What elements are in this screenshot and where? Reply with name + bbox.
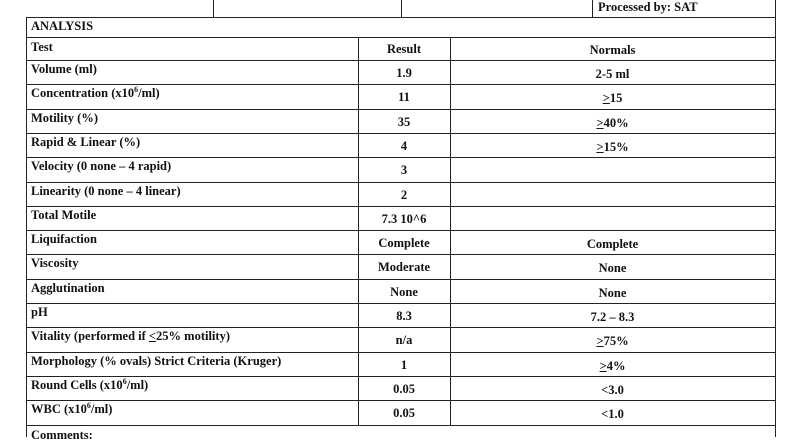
header-divider [401,0,402,17]
test-superscript: 6 [122,376,127,386]
normal-value: None [598,285,627,300]
row-divider [26,400,775,401]
row-test-label [31,208,96,222]
row-result: 3 [400,163,408,178]
row-divider [26,230,775,231]
row-divider [26,425,775,426]
row-result: None [390,284,418,299]
row-test-label [31,354,281,368]
test-text: Agglutination [31,280,105,295]
row-result: 11 [398,90,410,105]
row-test-label [31,329,230,343]
row-result: 4 [400,138,408,153]
normal-value: 75% [603,334,629,349]
row-normal [450,286,775,300]
row-divider [26,157,775,158]
column-header-test: Test [31,40,53,54]
normal-value: 2-5 ml [595,67,630,81]
test-text: Linearity (0 none – 4 linear) [31,183,181,198]
row-result: 2 [400,187,408,202]
row-test-label [31,135,140,149]
test-text: Morphology (% ovals) Strict Criteria (Kruger) [31,353,282,368]
row-divider [26,303,775,304]
column-header-normals: Normals [589,43,636,57]
row-normal [450,383,775,397]
row-result: 7.3 10^6 [381,211,427,226]
header-divider [213,0,214,17]
row-test-label [31,256,78,270]
header-divider [592,0,593,17]
test-text: Concentration (x10 [31,86,135,101]
row-result: n/a [395,333,413,348]
normal-underlined-symbol: > [596,334,604,349]
row-result: Complete [378,236,430,251]
row-normal [450,140,775,154]
test-text-suffix: /ml) [90,402,113,417]
row-divider [26,376,775,377]
section-title: ANALYSIS [31,19,94,33]
column-header-result: Result [386,42,422,56]
test-underlined-symbol: < [148,329,157,344]
row-normal [450,67,775,81]
row-test-label [31,305,48,319]
test-text: Vitality (performed if [31,329,149,344]
row-divider [26,327,775,328]
row-test-label [31,378,148,392]
test-text-suffix: 25% motility) [156,329,230,344]
row-test-label [31,232,97,246]
normal-value: 15% [603,139,629,154]
row-divider [26,84,775,85]
row-divider [26,206,775,207]
row-result: 1.9 [396,66,412,80]
row-result: 0.05 [393,381,415,396]
normal-underlined-symbol: > [596,115,604,130]
test-text: Volume (ml) [31,62,97,76]
title-divider [26,37,775,38]
row-normal [450,310,775,324]
test-text: Motility (%) [31,110,98,125]
test-text: Round Cells (x10 [31,377,123,392]
normal-underlined-symbol: > [602,91,610,106]
row-normal [450,261,775,275]
row-test-label [31,62,97,76]
row-divider [26,60,775,61]
row-divider [26,109,775,110]
test-text: Rapid & Linear (%) [31,134,141,149]
normal-value: 40% [603,115,629,130]
normal-value: 4% [606,358,626,373]
test-text: Liquifaction [31,232,97,247]
row-test-label [31,111,98,125]
table-top-border [26,17,775,18]
row-normal [450,116,775,130]
row-result: 1 [400,357,408,372]
test-text: WBC (x10 [31,402,87,417]
row-result: 0.05 [393,406,415,421]
test-superscript: 6 [86,401,91,411]
row-test-label [31,281,105,295]
test-text: Velocity (0 none – 4 rapid) [31,159,172,174]
row-test-label [31,159,171,173]
normal-underlined-symbol: > [599,358,607,373]
row-test-label [31,184,181,198]
normal-value: Complete [586,237,639,252]
normal-value: <1.0 [601,407,624,422]
row-result: 35 [397,114,411,129]
test-text: pH [31,305,48,319]
row-divider [26,254,775,255]
test-text-suffix: /ml) [138,86,160,101]
test-text: Viscosity [31,256,79,271]
row-normal [450,359,775,373]
row-normal [450,334,775,348]
test-text-suffix: /ml) [126,377,149,392]
test-superscript: 6 [134,85,139,95]
table-right-border [775,0,776,437]
row-result: 8.3 [396,309,412,323]
table-left-border [26,17,27,437]
processed-by: Processed by: SAT [598,0,698,14]
normal-value: 15 [609,91,623,106]
row-result: Moderate [377,260,431,275]
row-divider [26,133,775,134]
comments-label: Comments: [31,428,93,442]
normal-value: None [598,261,627,276]
row-normal [450,237,775,251]
test-text: Total Motile [31,207,97,222]
row-test-label [31,86,160,100]
row-divider [26,279,775,280]
normal-value: 7.2 – 8.3 [590,310,635,324]
row-normal [450,407,775,421]
row-test-label [31,402,112,416]
normal-underlined-symbol: > [596,139,604,154]
row-normal [450,91,775,105]
normal-value: <3.0 [601,382,624,397]
